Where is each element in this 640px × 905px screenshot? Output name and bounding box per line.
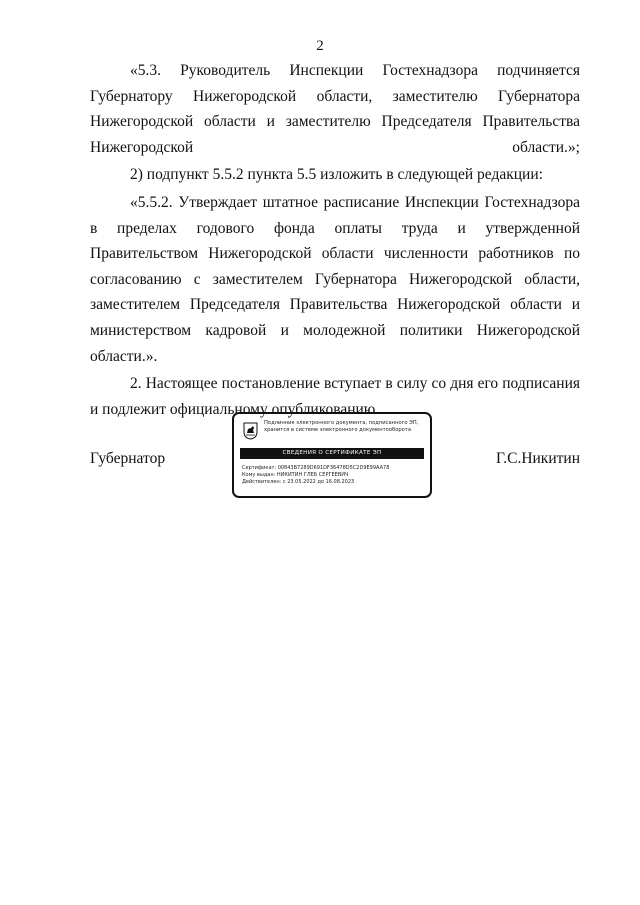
stamp-header-line-2: хранится в системе электронного документооборота (264, 427, 412, 433)
signer-name: Г.С.Никитин (496, 450, 580, 467)
paragraph-5-5-2: «5.5.2. Утверждает штатное расписание Инспекции Гостехнадзора в пределах годового фонда оплаты труда и утвержденной Правительством Нижегородской области численности работников по согласованию с заместителем Губернатора Нижегородской области, заместителем Председателя Правительства Нижегородской области и министерством кадровой и молодежной политики Нижегородской области.». (90, 193, 580, 365)
coat-of-arms-icon (243, 422, 258, 440)
electronic-signature-stamp (232, 412, 432, 498)
stamp-certificate-number: Сертификат: 00843B7289D691DF36478D5C2D9E99AA78 (242, 465, 390, 471)
page-number: 2 (316, 38, 324, 54)
stamp-issued-to: Кому выдан: НИКИТИН ГЛЕБ СЕРГЕЕВИЧ (242, 472, 349, 478)
signer-title: Губернатор (90, 450, 166, 467)
stamp-header-line-1: Подлинник электронного документа, подписанного ЭП, (264, 420, 419, 426)
paragraph-effective-date: 2. Настоящее постановление вступает в силу со дня его подписания и подлежит официальному опубликованию. (90, 375, 580, 418)
paragraph-subpoint-2: 2) подпункт 5.5.2 пункта 5.5 изложить в следующей редакции: (130, 166, 543, 184)
paragraph-5-3: «5.3. Руководитель Инспекции Гостехнадзора подчиняется Губернатору Нижегородской области, заместителю Губернатора Нижегородской области и заместителю Председателя Правительства Нижегородской области.»; (90, 62, 580, 156)
document-body (90, 58, 580, 424)
stamp-header (264, 420, 428, 434)
stamp-validity: Действителен: с 23.05.2022 до 16.08.2023 (242, 479, 355, 485)
stamp-certificate-bar: СВЕДЕНИЯ О СЕРТИФИКАТЕ ЭП (240, 448, 424, 459)
stamp-details (242, 465, 426, 486)
signature-block (90, 412, 580, 502)
